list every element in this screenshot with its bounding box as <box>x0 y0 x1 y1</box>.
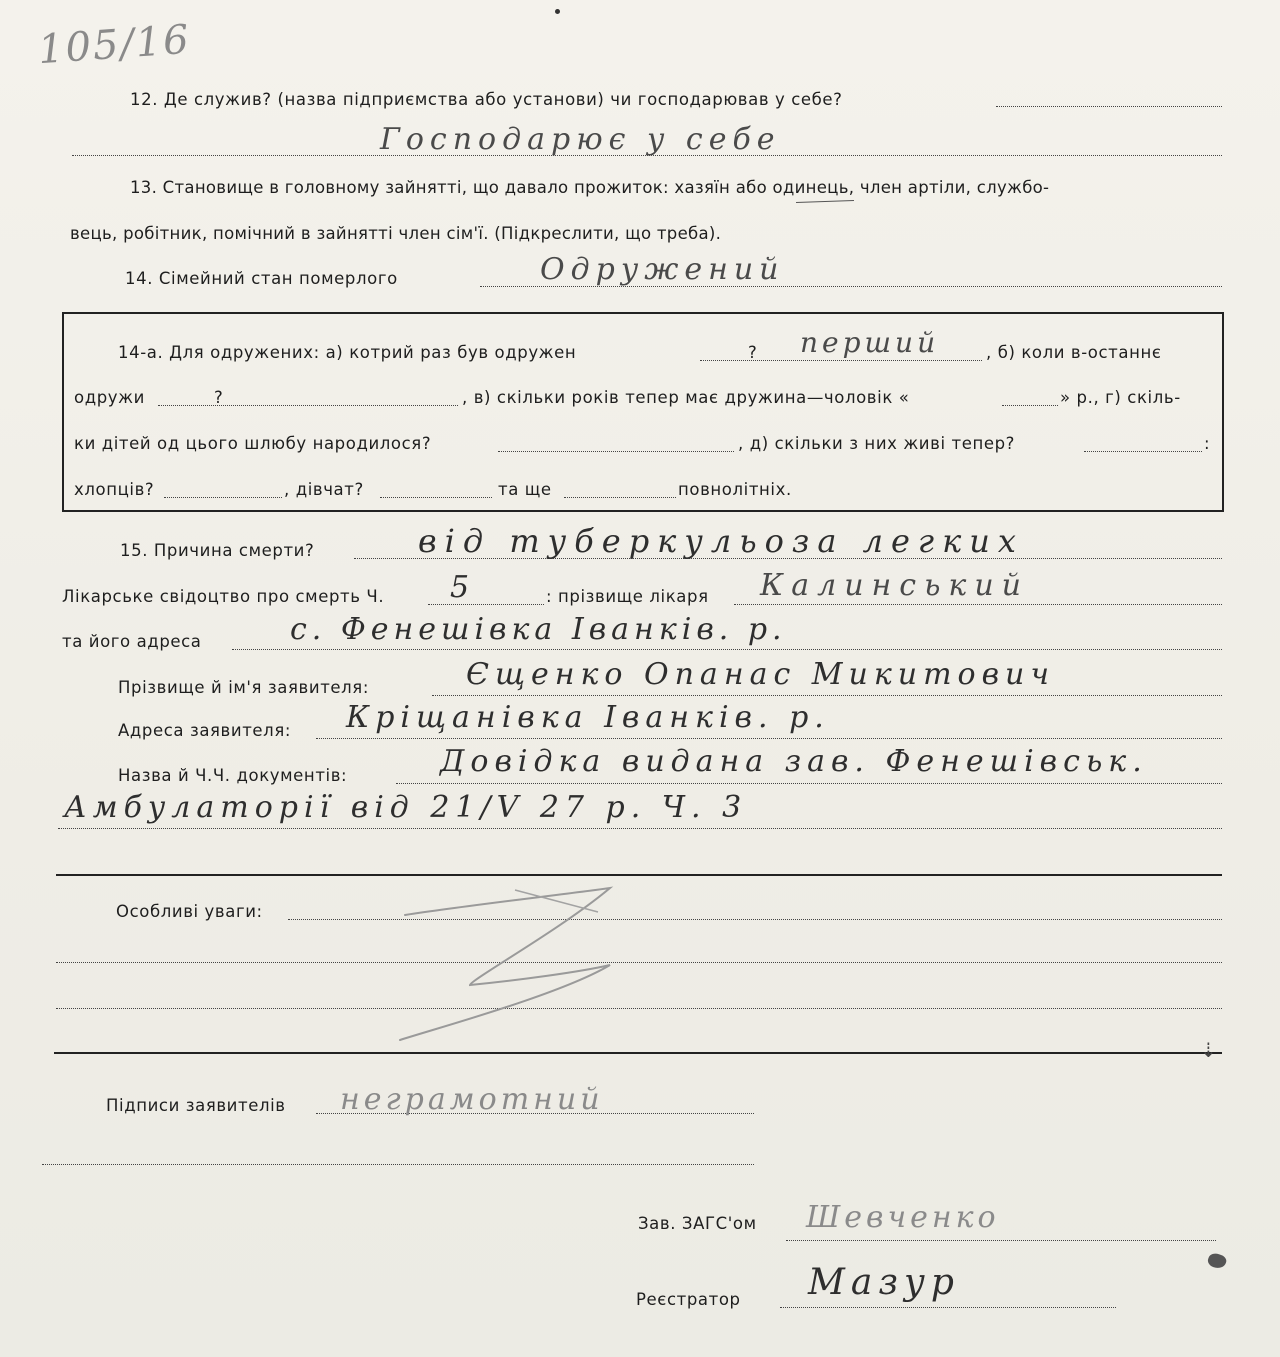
declarant-address-value: Кріщанівка Іванків. р. <box>346 700 830 735</box>
registrar-label: Реєстратор <box>636 1290 741 1309</box>
q14a-line3-b: , д) скільки з них живі тепер? <box>738 434 1016 453</box>
declarants-signature-value: неграмотний <box>340 1082 604 1117</box>
q14a-qmark-2: ? <box>214 388 224 407</box>
q14a-line4-boys: хлопців? <box>74 480 155 499</box>
declarant-name-value: Єщенко Опанас Микитович <box>466 657 1056 692</box>
divider-arrow-mark: ⇣ <box>1200 1038 1218 1062</box>
registrar-signature: Мазур <box>808 1262 960 1303</box>
q12-answer: Господарює у себе <box>380 122 781 157</box>
declarant-name-label: Прізвище й ім'я заявителя: <box>118 678 369 697</box>
section-divider-2 <box>54 1052 1222 1054</box>
documents-label: Назва й Ч.Ч. документів: <box>118 766 348 785</box>
archive-mark: 105/16 <box>36 16 193 74</box>
q14a-qmark-1: ? <box>748 343 758 362</box>
q14a-line2-c: » р., г) скіль- <box>1060 388 1181 407</box>
certificate-number: 5 <box>450 570 474 605</box>
q14a-line2-b: , в) скільки років тепер має дружина—чоловік « <box>462 388 910 407</box>
top-dot <box>555 9 560 14</box>
declarant-address-label: Адреса заявителя: <box>118 721 292 740</box>
q14a-line4-more: та ще <box>498 480 552 499</box>
zags-head-signature: Шевченко <box>806 1200 1000 1235</box>
q14a-line1-label: 14-а. Для одружених: а) котрий раз був одружен <box>118 343 577 362</box>
q15-label: 15. Причина смерти? <box>120 541 315 560</box>
q14a-line3-label: ки дітей од цього шлюбу народилося? <box>74 434 432 453</box>
q13-line2: вець, робітник, помічний в зайнятті член сім'ї. (Підкреслити, що треба). <box>70 224 722 243</box>
q12-label: 12. Де служив? (назва підприємства або установи) чи господарював у себе? <box>130 90 843 109</box>
documents-value-2: Амбулаторії від 21/V 27 р. Ч. 3 <box>64 790 748 825</box>
zags-head-signature-line <box>786 1240 1216 1241</box>
q14-answer: Одружений <box>540 252 785 287</box>
certificate-label: Лікарське свідоцтво про смерть Ч. <box>62 587 385 606</box>
q15-answer: від туберкульоза легких <box>418 522 1024 560</box>
certificate-doctor-label: : прізвище лікаря <box>546 587 709 606</box>
q14a-times-married-answer: перший <box>800 326 940 359</box>
q14a-line4-girls: , дівчат? <box>284 480 364 499</box>
documents-value-1: Довідка видана зав. Фенешівськ. <box>440 744 1148 779</box>
registrar-signature-line <box>780 1307 1116 1308</box>
declarants-signature-label: Підписи заявителів <box>106 1096 286 1115</box>
doctor-address-value: с. Фенешівка Іванків. р. <box>290 612 787 647</box>
doctor-address-label: та його адреса <box>62 632 202 651</box>
zags-head-label: Зав. ЗАГС'ом <box>638 1214 757 1233</box>
q13-line1: 13. Становище в головному зайнятті, що давало прожиток: хазяїн або одинець, член артіли, службо- <box>130 178 1050 197</box>
q14a-line1-b: , б) коли в-останнє <box>986 343 1162 362</box>
q14-label: 14. Сімейний стан померлого <box>125 269 398 288</box>
doctor-name: Калинський <box>760 568 1029 603</box>
declarants-signature-line-2 <box>42 1164 754 1165</box>
remarks-label: Особливі уваги: <box>116 902 263 921</box>
q14a-colon: : <box>1204 434 1211 453</box>
q14a-line4-adults: повнолітніх. <box>678 480 792 499</box>
q14a-line2-label: одружи <box>74 388 145 407</box>
